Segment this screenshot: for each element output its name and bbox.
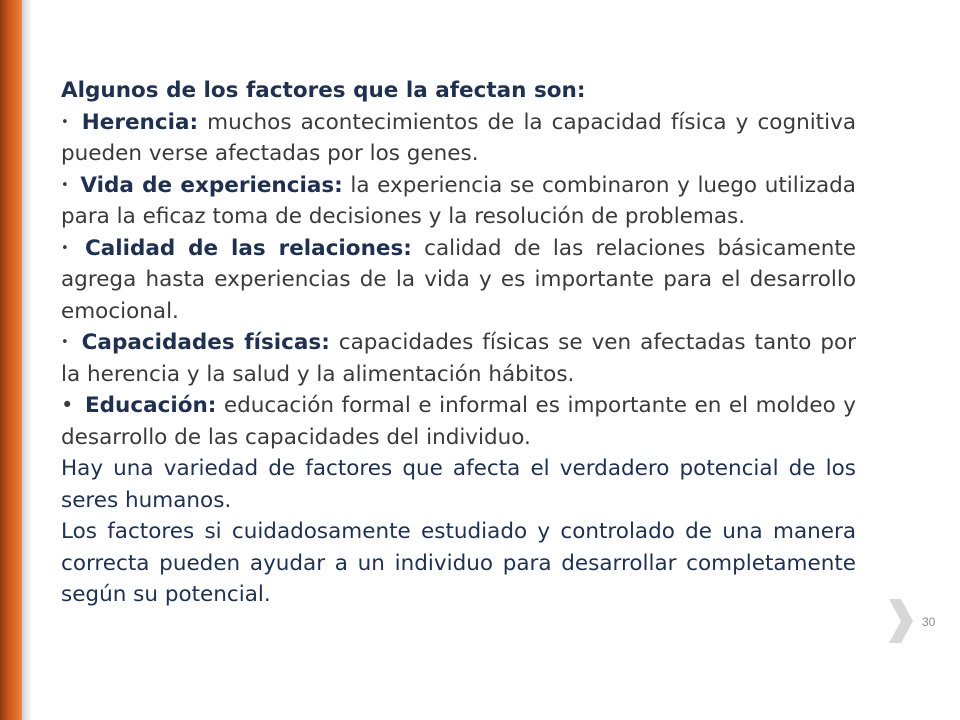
bullet-icon: • <box>61 240 69 256</box>
slide-heading: Algunos de los factores que la afectan son: <box>61 78 586 103</box>
bullet-term: Vida de experiencias: <box>80 172 343 198</box>
slide-content <box>61 75 856 611</box>
bullet-item <box>61 390 856 453</box>
bullet-icon: • <box>61 393 74 417</box>
bullet-item <box>61 170 856 233</box>
bullet-text: muchos acontecimientos de la capacidad física y cognitiva pueden verse afectadas por los genes. <box>61 109 856 166</box>
bullet-text: calidad de las relaciones básicamente agrega hasta experiencias de la vida y es importante para el desarrollo emocional. <box>61 235 856 324</box>
bullet-text: la experiencia se combinaron y luego utilizada para la eficaz toma de decisiones y la resolución de problemas. <box>61 172 856 229</box>
bullet-term: Educación: <box>84 393 217 418</box>
bullet-icon: • <box>61 114 69 130</box>
bullet-item <box>61 107 856 170</box>
bullet-text: educación formal e informal es importante en el moldeo y desarrollo de las capacidades del individuo. <box>61 393 856 450</box>
left-accent-bar <box>0 0 22 720</box>
page-number: 30 <box>922 615 936 629</box>
bullet-term: Calidad de las relaciones: <box>84 235 412 261</box>
bullet-term: Capacidades físicas: <box>81 330 330 355</box>
chevron-right-icon[interactable] <box>886 596 916 646</box>
bullet-icon: • <box>61 177 69 193</box>
body-paragraph: Hay una variedad de factores que afecta el verdadero potencial de los seres humanos. <box>61 456 856 513</box>
accent-bar-shadow <box>22 0 32 720</box>
bullet-text: capacidades físicas se ven afectadas tanto por la herencia y la salud y la alimentación hábitos. <box>61 330 856 387</box>
body-paragraph: Los factores si cuidadosamente estudiado y controlado de una manera correcta pueden ayudar a un individuo para desarrollar completamente según su potencial. <box>61 519 856 607</box>
bullet-item <box>61 233 856 328</box>
bullet-term: Herencia: <box>81 109 199 135</box>
bullet-item <box>61 327 856 390</box>
bullet-icon: • <box>61 335 69 350</box>
